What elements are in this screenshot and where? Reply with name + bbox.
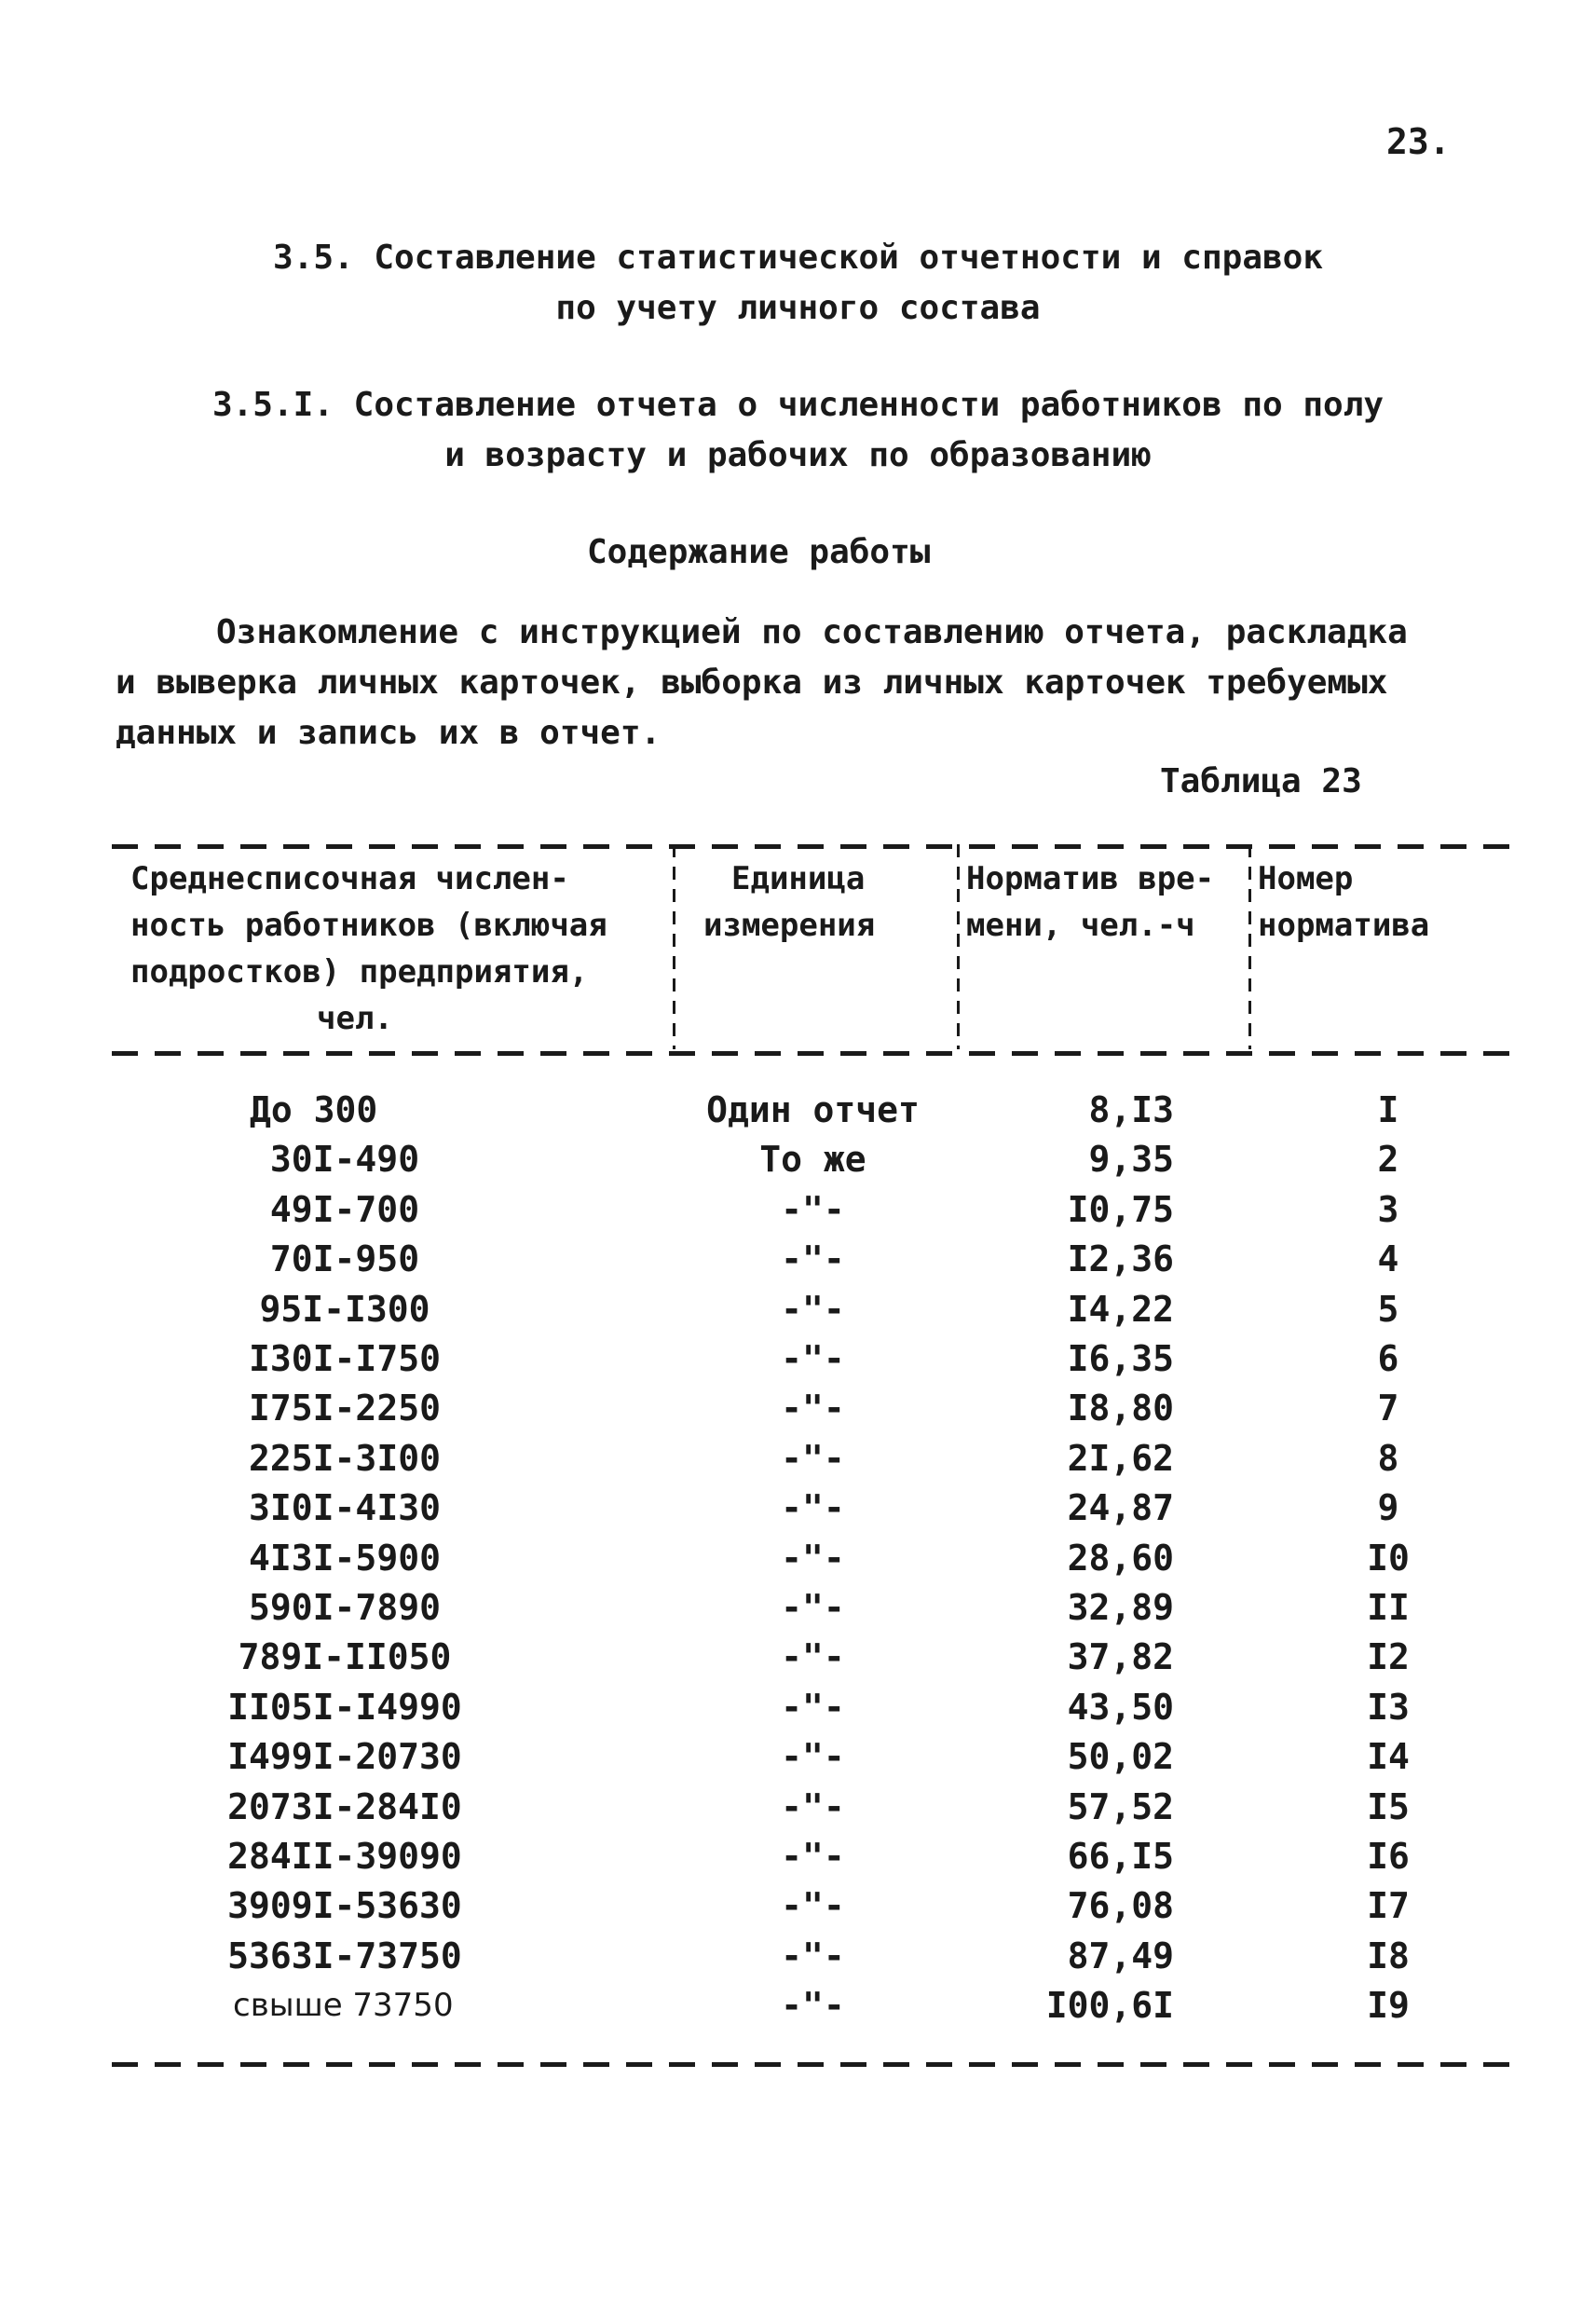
paragraph-line-1: Ознакомление с инструкцией по составлению отчета, раскладка bbox=[216, 613, 1408, 651]
table-header-rule bbox=[112, 1051, 1509, 1056]
headcount-cell: II05I-I4990 bbox=[227, 1687, 462, 1728]
time-norm-cell: I2,36 bbox=[1067, 1238, 1174, 1279]
column-separator-2 bbox=[957, 844, 960, 1049]
norm-number-cell: 2 bbox=[1377, 1139, 1399, 1180]
header-time-norm: Норматив вре- мени, чел.-ч bbox=[966, 860, 1215, 944]
unit-cell: -"- bbox=[781, 1786, 845, 1827]
time-norm-cell: 87,49 bbox=[1067, 1935, 1174, 1976]
table-row bbox=[0, 1184, 1596, 1235]
paragraph-line-2: и выверка личных карточек, выборка из личных карточек требуемых bbox=[116, 663, 1388, 702]
headcount-cell: 4I3I-5900 bbox=[249, 1538, 441, 1579]
unit-cell: -"- bbox=[781, 1985, 845, 2026]
time-norm-cell: I6,35 bbox=[1067, 1338, 1174, 1379]
table-row bbox=[0, 1931, 1596, 1981]
unit-cell: -"- bbox=[781, 1538, 845, 1579]
subsection-title-line-1: 3.5.I. Составление отчета о численности работников по полу bbox=[211, 386, 1385, 424]
table-row bbox=[0, 1582, 1596, 1633]
norm-number-cell: 7 bbox=[1377, 1388, 1399, 1429]
unit-cell: -"- bbox=[781, 1687, 845, 1728]
headcount-cell: I499I-20730 bbox=[227, 1736, 462, 1777]
table-row bbox=[0, 1880, 1596, 1931]
header-avg-headcount: Среднесписочная числен- ность работников (включая подростков) предприятия, чел. bbox=[130, 860, 607, 1037]
column-separator-3 bbox=[1248, 844, 1251, 1049]
table-row bbox=[0, 1632, 1596, 1682]
time-norm-cell: I00,6I bbox=[1045, 1985, 1174, 2026]
unit-cell: -"- bbox=[781, 1289, 845, 1330]
unit-cell: -"- bbox=[781, 1636, 845, 1677]
norm-number-cell: I2 bbox=[1367, 1636, 1410, 1677]
unit-cell: -"- bbox=[781, 1836, 845, 1877]
table-row bbox=[0, 1085, 1596, 1135]
headcount-cell: свыше 73750 bbox=[233, 1987, 454, 2024]
headcount-cell: 5363I-73750 bbox=[227, 1935, 462, 1976]
time-norm-cell: 9,35 bbox=[1088, 1139, 1174, 1180]
unit-cell: -"- bbox=[781, 1736, 845, 1777]
time-norm-cell: I4,22 bbox=[1067, 1289, 1174, 1330]
page-number: 23. bbox=[1386, 121, 1451, 162]
work-content-heading: Содержание работы bbox=[587, 533, 931, 571]
headcount-cell: 225I-3I00 bbox=[249, 1438, 441, 1479]
time-norm-cell: 43,50 bbox=[1067, 1687, 1174, 1728]
headcount-cell: 3I0I-4I30 bbox=[249, 1487, 441, 1528]
norm-number-cell: 9 bbox=[1377, 1487, 1399, 1528]
unit-cell: -"- bbox=[781, 1388, 845, 1429]
table-row bbox=[0, 1234, 1596, 1284]
unit-cell: -"- bbox=[781, 1189, 845, 1230]
paragraph-line-3: данных и запись их в отчет. bbox=[116, 714, 662, 752]
headcount-cell: 49I-700 bbox=[269, 1189, 420, 1230]
section-title-line-1: 3.5. Составление статистической отчетности и справок bbox=[272, 239, 1324, 277]
time-norm-cell: 8,I3 bbox=[1088, 1089, 1174, 1130]
column-separator-1 bbox=[673, 844, 675, 1049]
time-norm-cell: 57,52 bbox=[1067, 1786, 1174, 1827]
time-norm-cell: I8,80 bbox=[1067, 1388, 1174, 1429]
norm-number-cell: 3 bbox=[1377, 1189, 1399, 1230]
headcount-cell: 590I-7890 bbox=[249, 1587, 441, 1628]
headcount-cell: 789I-II050 bbox=[238, 1636, 452, 1677]
headcount-cell: 70I-950 bbox=[269, 1238, 420, 1279]
time-norm-cell: 2I,62 bbox=[1067, 1438, 1174, 1479]
headcount-cell: I30I-I750 bbox=[249, 1338, 441, 1379]
norm-number-cell: 8 bbox=[1377, 1438, 1399, 1479]
unit-cell: Один отчет bbox=[706, 1089, 920, 1130]
table-row bbox=[0, 1831, 1596, 1881]
table-top-rule bbox=[112, 844, 1509, 849]
headcount-cell: 3909I-53630 bbox=[227, 1885, 462, 1926]
norm-number-cell: I4 bbox=[1367, 1736, 1410, 1777]
norm-number-cell: I6 bbox=[1367, 1836, 1410, 1877]
time-norm-cell: 50,02 bbox=[1067, 1736, 1174, 1777]
subsection-title-line-2: и возрасту и рабочих по образованию bbox=[444, 436, 1152, 474]
norm-number-cell: I7 bbox=[1367, 1885, 1410, 1926]
unit-cell: -"- bbox=[781, 1935, 845, 1976]
table-row bbox=[0, 1433, 1596, 1484]
section-title-line-2: по учету личного состава bbox=[555, 289, 1041, 327]
table-caption: Таблица 23 bbox=[1160, 762, 1362, 800]
table-row bbox=[0, 1483, 1596, 1533]
unit-cell: -"- bbox=[781, 1487, 845, 1528]
norm-number-cell: II bbox=[1367, 1587, 1410, 1628]
norm-number-cell: I0 bbox=[1367, 1538, 1410, 1579]
table-row bbox=[0, 1533, 1596, 1583]
headcount-cell: I75I-2250 bbox=[249, 1388, 441, 1429]
time-norm-cell: I0,75 bbox=[1067, 1189, 1174, 1230]
headcount-cell: 2073I-284I0 bbox=[227, 1786, 462, 1827]
norm-number-cell: I bbox=[1377, 1089, 1399, 1130]
unit-cell: -"- bbox=[781, 1885, 845, 1926]
time-norm-cell: 28,60 bbox=[1067, 1538, 1174, 1579]
unit-cell: -"- bbox=[781, 1587, 845, 1628]
table-row bbox=[0, 1333, 1596, 1384]
norm-number-cell: I9 bbox=[1367, 1985, 1410, 2026]
table-row bbox=[0, 1383, 1596, 1433]
norm-number-cell: 4 bbox=[1377, 1238, 1399, 1279]
headcount-cell: 95I-I300 bbox=[259, 1289, 430, 1330]
norm-number-cell: 6 bbox=[1377, 1338, 1399, 1379]
table-row bbox=[0, 1980, 1596, 2031]
unit-cell: -"- bbox=[781, 1238, 845, 1279]
time-norm-cell: 37,82 bbox=[1067, 1636, 1174, 1677]
unit-cell: -"- bbox=[781, 1438, 845, 1479]
time-norm-cell: 76,08 bbox=[1067, 1885, 1174, 1926]
norm-number-cell: I3 bbox=[1367, 1687, 1410, 1728]
time-norm-cell: 32,89 bbox=[1067, 1587, 1174, 1628]
table-row bbox=[0, 1284, 1596, 1334]
header-unit: Единица измерения bbox=[703, 860, 876, 944]
norm-number-cell: 5 bbox=[1377, 1289, 1399, 1330]
unit-cell: -"- bbox=[781, 1338, 845, 1379]
norm-number-cell: I5 bbox=[1367, 1786, 1410, 1827]
unit-cell: То же bbox=[759, 1139, 866, 1180]
table-row bbox=[0, 1682, 1596, 1732]
table-row bbox=[0, 1134, 1596, 1184]
header-norm-number: Номер норматива bbox=[1258, 860, 1430, 944]
headcount-cell: 30I-490 bbox=[269, 1139, 420, 1180]
time-norm-cell: 66,I5 bbox=[1067, 1836, 1174, 1877]
norm-number-cell: I8 bbox=[1367, 1935, 1410, 1976]
headcount-cell: До 300 bbox=[250, 1089, 378, 1130]
table-row bbox=[0, 1731, 1596, 1782]
table-bottom-rule bbox=[112, 2062, 1509, 2067]
headcount-cell: 284II-39090 bbox=[227, 1836, 462, 1877]
table-row bbox=[0, 1782, 1596, 1832]
time-norm-cell: 24,87 bbox=[1067, 1487, 1174, 1528]
